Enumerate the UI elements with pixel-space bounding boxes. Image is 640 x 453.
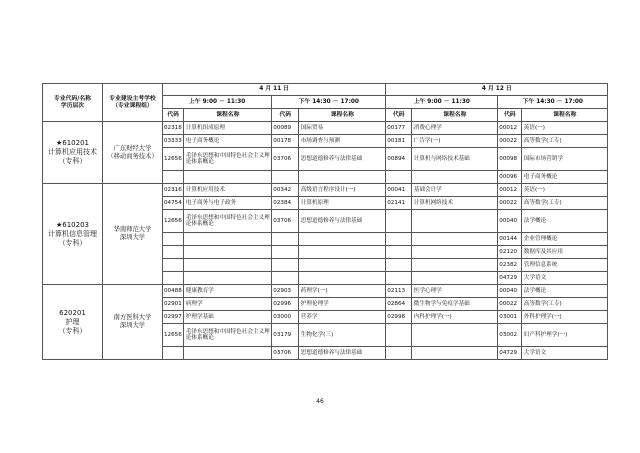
course-code-cell	[386, 347, 412, 360]
day1-pm-header: 下午 14:30 － 17:00	[272, 96, 386, 109]
table-row	[43, 184, 608, 197]
course-name-cell: 思想道德修养与法律基础	[299, 210, 386, 233]
course-code-cell	[386, 171, 412, 184]
course-name-cell: 营养学	[299, 311, 386, 324]
course-name-cell	[412, 259, 498, 272]
course-name-cell: 法学概论	[522, 210, 608, 233]
course-name-cell: 市场调查与预测	[299, 135, 386, 148]
course-code-cell: 00144	[498, 233, 522, 246]
course-code-cell: 00894	[386, 148, 412, 171]
course-name-cell	[184, 272, 272, 285]
course-name-cell: 生物化学(三)	[299, 324, 386, 347]
code-header: 代码	[386, 109, 412, 122]
course-group: （移动商务技术）	[107, 152, 158, 160]
major-cell	[43, 122, 103, 184]
course-name-cell	[299, 171, 386, 184]
course-code-cell: 12656	[163, 324, 184, 347]
major-level: （专科）	[58, 238, 87, 247]
course-header: 课程名称	[412, 109, 498, 122]
course-header: 课程名称	[299, 109, 386, 122]
code-header: 代码	[272, 109, 299, 122]
course-name-cell: 广告学(一)	[412, 135, 498, 148]
course-code-cell	[386, 259, 412, 272]
course-name-cell: 大学语文	[522, 347, 608, 360]
day2-pm-header: 下午 14:30 － 17:00	[498, 96, 608, 109]
course-name-cell: 外科护理学(一)	[522, 311, 608, 324]
course-name-cell	[412, 210, 498, 233]
school-cell	[103, 122, 163, 184]
course-name-cell: 思想道德修养与法律基础	[299, 148, 386, 171]
course-code-cell: 02901	[163, 298, 184, 311]
course-code-cell	[272, 272, 299, 285]
course-group-label: （专业课程组）	[112, 102, 153, 109]
day2-am-header: 上午 9:00 － 11:30	[386, 96, 498, 109]
course-code-cell: 00178	[272, 135, 299, 148]
major-code-name-label: 专业代码/名称	[54, 96, 91, 102]
course-name-cell: 健康教育学	[184, 285, 272, 298]
course-code-cell: 02318	[163, 122, 184, 135]
table-row	[43, 122, 608, 135]
course-name-cell: 药理学(一)	[299, 285, 386, 298]
school-name: 华南师范大学	[113, 226, 152, 233]
course-name-cell: 微生物学与免疫学基础	[412, 298, 498, 311]
course-code-cell	[272, 171, 299, 184]
course-name-cell: 毛泽东思想和中国特色社会主义理论体系概论	[184, 148, 272, 171]
school-label: 专业建设主考学校	[109, 96, 156, 102]
course-code-cell: 00040	[498, 210, 522, 233]
course-name-cell: 高级语言程序设计(一)	[299, 184, 386, 197]
course-header: 课程名称	[522, 109, 608, 122]
course-name-cell	[184, 347, 272, 360]
course-name-cell	[412, 246, 498, 259]
course-group: 深圳大学	[119, 322, 146, 329]
school-header	[103, 84, 163, 122]
exam-schedule-table	[42, 83, 608, 360]
course-code-cell: 03706	[272, 347, 299, 360]
course-code-cell: 03179	[272, 324, 299, 347]
course-code-cell: 02903	[272, 285, 299, 298]
course-code-cell: 03001	[498, 311, 522, 324]
course-name-cell: 妇产科护理学(一)	[522, 324, 608, 347]
course-name-cell: 病理学	[184, 298, 272, 311]
code-header: 代码	[163, 109, 184, 122]
course-code-cell: 00022	[498, 135, 522, 148]
course-code-cell: 00342	[272, 184, 299, 197]
course-code-cell: 12656	[163, 210, 184, 233]
course-code-cell	[272, 246, 299, 259]
course-name-cell	[299, 246, 386, 259]
course-name-cell: 英语(一)	[522, 122, 608, 135]
course-code-cell	[163, 259, 184, 272]
course-code-cell: 00012	[498, 184, 522, 197]
course-name-cell	[412, 324, 498, 347]
course-name-cell	[412, 347, 498, 360]
course-code-cell: 00089	[272, 122, 299, 135]
course-code-cell: 02316	[163, 184, 184, 197]
course-code-cell	[386, 272, 412, 285]
course-code-cell: 02997	[163, 311, 184, 324]
course-code-cell: 00022	[498, 298, 522, 311]
course-code-cell: 02141	[386, 197, 412, 210]
course-code-cell	[163, 233, 184, 246]
course-code-cell: 02998	[386, 311, 412, 324]
course-code-cell: 03706	[272, 210, 299, 233]
table-row	[43, 285, 608, 298]
course-code-cell: 03333	[163, 135, 184, 148]
course-name-cell: 法学概论	[522, 285, 608, 298]
course-name-cell	[412, 233, 498, 246]
school-cell	[103, 184, 163, 285]
course-name-cell: 基础会计学	[412, 184, 498, 197]
course-name-cell: 数据库及其应用	[522, 246, 608, 259]
course-name-cell	[299, 259, 386, 272]
course-code-cell: 02120	[498, 246, 522, 259]
course-name-cell: 内科护理学(一)	[412, 311, 498, 324]
course-code-cell: 02382	[498, 259, 522, 272]
major-cell	[43, 285, 103, 360]
course-name-cell	[299, 272, 386, 285]
course-name-cell: 高等数学(工专)	[522, 197, 608, 210]
course-name-cell: 护理学基础	[184, 311, 272, 324]
major-level: （专科）	[58, 326, 87, 335]
course-code-cell: 00488	[163, 285, 184, 298]
major-name: 计算机应用技术	[48, 148, 97, 156]
schedule-body	[43, 122, 608, 360]
course-name-cell: 管理信息系统	[522, 259, 608, 272]
major-code: ★610203	[56, 220, 89, 229]
course-header: 课程名称	[184, 109, 272, 122]
page-number: 46	[316, 398, 324, 405]
course-name-cell: 医学心理学	[412, 285, 498, 298]
course-code-cell	[386, 324, 412, 347]
course-name-cell: 计算机组成原理	[184, 122, 272, 135]
course-group: 深圳大学	[119, 234, 146, 241]
course-code-cell	[386, 233, 412, 246]
course-name-cell: 企业管理概论	[522, 233, 608, 246]
course-name-cell	[184, 171, 272, 184]
course-code-cell: 00041	[386, 184, 412, 197]
course-name-cell: 消费心理学	[412, 122, 498, 135]
course-code-cell: 00040	[498, 285, 522, 298]
course-code-cell: 02113	[386, 285, 412, 298]
day1-header: 4 月 11 日	[163, 84, 386, 96]
code-header: 代码	[498, 109, 522, 122]
course-name-cell: 电子商务概论	[522, 171, 608, 184]
course-code-cell: 02864	[386, 298, 412, 311]
course-code-cell: 00098	[498, 148, 522, 171]
course-code-cell: 00012	[498, 122, 522, 135]
major-cell	[43, 184, 103, 285]
course-code-cell	[163, 272, 184, 285]
course-code-cell: 12656	[163, 148, 184, 171]
course-code-cell	[163, 347, 184, 360]
course-code-cell: 00096	[498, 171, 522, 184]
course-name-cell: 计算机与网络技术基础	[412, 148, 498, 171]
course-name-cell: 国际贸易	[299, 122, 386, 135]
course-name-cell: 计算机网络技术	[412, 197, 498, 210]
day2-header: 4 月 12 日	[386, 84, 608, 96]
major-code: 620201	[59, 308, 86, 317]
course-name-cell: 高等数学(工专)	[522, 135, 608, 148]
course-name-cell: 护理伦理学	[299, 298, 386, 311]
course-name-cell: 高等数学(工专)	[522, 298, 608, 311]
course-code-cell: 00181	[386, 135, 412, 148]
course-name-cell	[184, 246, 272, 259]
major-name: 计算机信息管理	[48, 229, 97, 238]
major-code: ★610201	[56, 139, 89, 147]
course-name-cell: 大学语文	[522, 272, 608, 285]
course-name-cell: 思想道德修养与法律基础	[299, 347, 386, 360]
course-code-cell	[272, 259, 299, 272]
school-name: 南方医科大学	[113, 314, 152, 321]
major-level: （专科）	[58, 157, 87, 165]
course-name-cell	[299, 233, 386, 246]
course-code-cell	[163, 246, 184, 259]
course-name-cell	[184, 233, 272, 246]
course-name-cell: 计算机原理	[299, 197, 386, 210]
level-label: 学历层次	[60, 102, 85, 109]
course-code-cell: 00177	[386, 122, 412, 135]
major-header	[43, 84, 103, 122]
course-code-cell: 02384	[272, 197, 299, 210]
course-name-cell	[412, 272, 498, 285]
course-name-cell	[412, 171, 498, 184]
major-name: 护理	[65, 317, 80, 326]
course-code-cell: 04729	[498, 347, 522, 360]
course-code-cell	[386, 246, 412, 259]
course-code-cell: 00022	[498, 197, 522, 210]
course-code-cell	[163, 171, 184, 184]
day1-am-header: 上午 9:00 － 11:30	[163, 96, 272, 109]
course-code-cell: 03706	[272, 148, 299, 171]
course-code-cell: 04754	[163, 197, 184, 210]
course-name-cell: 毛泽东思想和中国特色社会主义理论体系概论	[184, 210, 272, 233]
course-name-cell: 毛泽东思想和中国特色社会主义理论体系概论	[184, 324, 272, 347]
course-code-cell: 03000	[272, 311, 299, 324]
course-name-cell	[184, 259, 272, 272]
course-code-cell: 04729	[498, 272, 522, 285]
course-code-cell: 02996	[272, 298, 299, 311]
course-name-cell: 英语(一)	[522, 184, 608, 197]
school-cell	[103, 285, 163, 360]
course-name-cell: 国际市场营销学	[522, 148, 608, 171]
course-name-cell: 电子商务概论	[184, 135, 272, 148]
course-name-cell: 电子商务与电子政务	[184, 197, 272, 210]
course-code-cell	[386, 210, 412, 233]
course-code-cell	[272, 233, 299, 246]
school-name: 广东财经大学	[113, 144, 152, 152]
course-name-cell: 计算机应用技术	[184, 184, 272, 197]
course-code-cell: 03002	[498, 324, 522, 347]
